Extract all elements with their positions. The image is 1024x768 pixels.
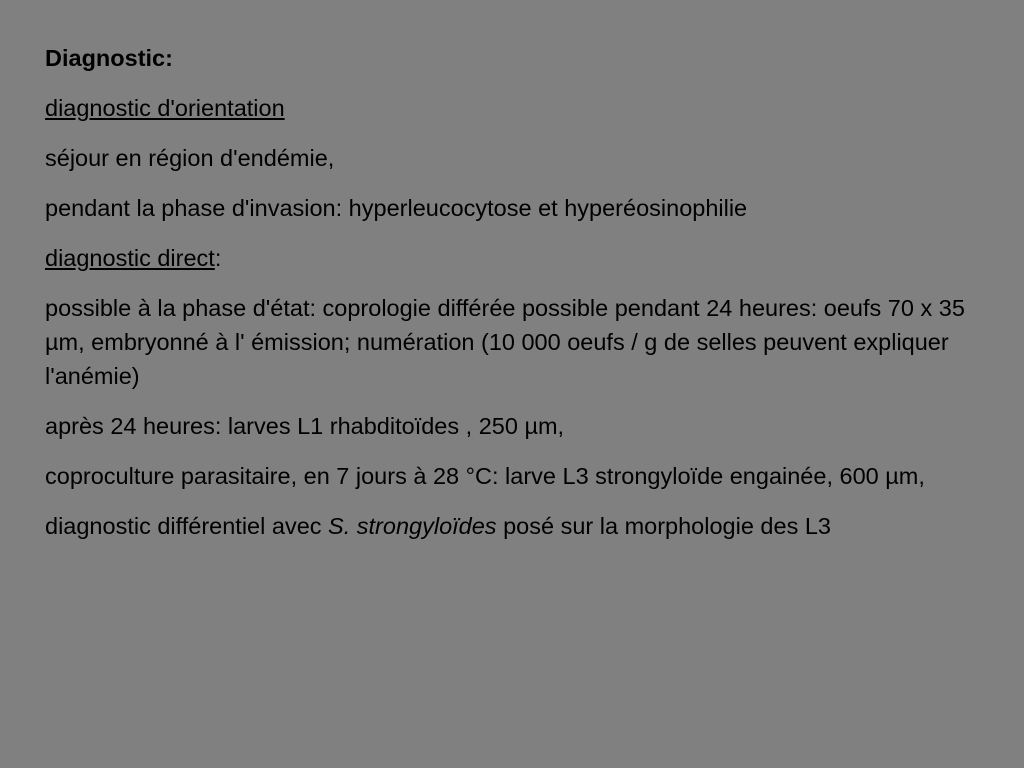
orientation-item-invasion-phase: pendant la phase d'invasion: hyperleucocytose et hyperéosinophilie xyxy=(45,195,748,221)
orientation-item-endemic-region: séjour en région d'endémie, xyxy=(45,145,335,171)
differential-text-before: diagnostic différentiel avec xyxy=(45,513,329,539)
direct-heading: diagnostic direct xyxy=(45,245,215,271)
differential-text-after: posé sur la morphologie des L3 xyxy=(496,513,831,539)
differential-diagnosis xyxy=(45,509,975,543)
direct-heading-colon: : xyxy=(214,245,222,271)
slide-content xyxy=(45,41,975,559)
differential-species: S. strongyloïdes xyxy=(328,513,497,539)
direct-heading-line xyxy=(45,241,975,275)
orientation-heading: diagnostic d'orientation xyxy=(45,95,285,121)
direct-item-coprology: possible à la phase d'état: coprologie différée possible pendant 24 heures: oeufs 70 x 35 µm, embryonné à l' émission; numération (10 000 oeufs / g de selles peuvent expliquer l'anémie) xyxy=(45,295,965,389)
slide-title: Diagnostic: xyxy=(45,45,173,71)
direct-item-larvae-l1: après 24 heures: larves L1 rhabditoïdes , 250 µm, xyxy=(45,413,565,439)
direct-item-coproculture: coproculture parasitaire, en 7 jours à 28 °C: larve L3 strongyloïde engainée, 600 µm, xyxy=(45,463,925,489)
